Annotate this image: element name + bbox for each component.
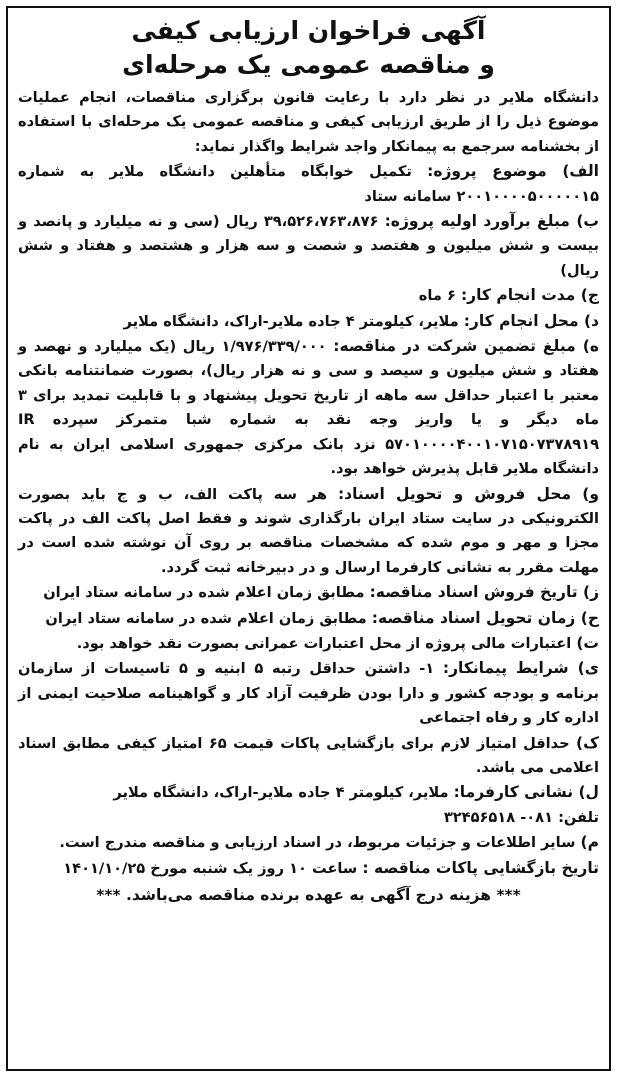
item-contractor-conditions-text: ۱- داشتن حداقل رتبه ۵ ابنیه و ۵ تاسیسات از سازمان برنامه و بودجه کشور و دارا بودن ظرفیت آزاد کار و گواهینامه صلاحیت ایمنی از اداره کار و رفاه اجتماعی	[18, 660, 599, 727]
item-other-info-label: م)	[580, 833, 599, 852]
item-project-subject-text: تکمیل خوابگاه متأهلین دانشگاه ملایر به شماره ۲۰۰۱۰۰۰۰۵۰۰۰۰۰۱۵ سامانه ستاد	[18, 163, 599, 205]
item-project-subject	[18, 159, 599, 209]
item-delivery-time	[18, 606, 599, 631]
item-estimate	[18, 209, 599, 283]
announcement-title-line2: و مناقصه عمومی یک مرحله‌ای	[122, 50, 495, 79]
item-estimate-label: ب) مبلغ برآورد اولیه پروژه:	[384, 212, 599, 231]
item-other-info-text: سایر اطلاعات و جزئیات مربوط، در اسناد ارزیابی و مناقصه مندرج است.	[59, 834, 576, 852]
item-project-subject-label: الف) موضوع پروژه:	[427, 162, 599, 181]
item-contractor-conditions	[18, 656, 599, 730]
item-delivery-time-text: مطابق زمان اعلام شده در سامانه ستاد ایران	[45, 609, 367, 627]
item-guarantee-text: ۱/۹۷۶/۳۳۹/۰۰۰ ریال (یک میلیارد و نهصد و هفتاد و شش میلیون و سیصد و سی و نه هزار ریال)، بصورت ضمانتنامه بانکی معتبر با اعتبار حداقل سه ماهه از تاریخ تحویل پیشنهاد و با قابلیت تمدید برای ۳ ماه دیگر و یا واریز وجه نقد به شماره شبا متمرکز سپرده IR ۵۷۰۱۰۰۰۰۴۰۰۱۰۷۱۵۰۷۳۷۸۹۱۹ نزد بانک مرکزی جمهوری اسلامی ایران به نام دانشگاه ملایر قابل پذیرش خواهد بود.	[18, 338, 599, 478]
item-funding-text: اعتبارات مالی پروژه از محل اعتبارات عمرانی بصورت نقد خواهد بود.	[76, 634, 572, 652]
item-duration	[18, 283, 599, 308]
item-funding	[18, 631, 599, 656]
item-other-info	[18, 830, 599, 855]
item-phone-label: تلفن:	[558, 808, 599, 826]
item-guarantee-label: ه) مبلغ تضمین شرکت در مناقصه:	[333, 337, 599, 356]
item-min-score-text: حداقل امتیاز لازم برای بازگشایی پاکات قیمت ۶۵ امتیاز کیفی مطابق اسناد اعلامی می باشد.	[18, 734, 599, 776]
item-contractor-conditions-label: ی) شرایط پیمانکار:	[442, 659, 599, 678]
item-opening-date-label: تاریخ بازگشایی پاکات مناقصه :	[362, 858, 599, 877]
announcement-frame	[6, 6, 611, 1071]
item-location-text: ملایر، کیلومتر ۴ جاده ملایر-اراک، دانشگاه ملایر	[123, 312, 459, 330]
item-sale-date-label: ز) تاریخ فروش اسناد مناقصه:	[369, 583, 599, 602]
item-phone	[18, 806, 599, 830]
item-duration-label: ج) مدت انجام کار:	[460, 286, 599, 305]
item-guarantee	[18, 334, 599, 481]
item-phone-text: ۰۸۱- ۳۲۴۵۶۵۱۸	[443, 808, 553, 826]
announcement-body	[18, 86, 599, 907]
item-delivery-time-label: ح) زمان تحویل اسناد مناقصه:	[371, 608, 599, 627]
footer-note: *** هزینه درج آگهی به عهده برنده مناقصه می‌باشد. ***	[96, 886, 521, 904]
item-employer-address	[18, 780, 599, 805]
item-duration-text: ۶ ماه	[418, 287, 456, 305]
item-funding-label: ت)	[576, 633, 599, 652]
item-location	[18, 309, 599, 334]
item-documents-place	[18, 482, 599, 581]
item-min-score	[18, 731, 599, 781]
item-documents-place-label: و) محل فروش و تحویل اسناد:	[337, 484, 599, 503]
item-employer-address-label: ل) نشانی کارفرما:	[453, 783, 599, 802]
item-min-score-label: ک)	[576, 733, 600, 752]
item-opening-date-text: ساعت ۱۰ روز یک شنبه مورخ ۱۴۰۱/۱۰/۲۵	[63, 859, 358, 877]
item-employer-address-text: ملایر، کیلومتر ۴ جاده ملایر-اراک، دانشگاه ملایر	[113, 784, 449, 802]
item-sale-date-text: مطابق زمان اعلام شده در سامانه ستاد ایران	[43, 584, 365, 602]
announcement-title-line1: آگهی فراخوان ارزیابی کیفی	[131, 16, 486, 45]
item-sale-date	[18, 580, 599, 605]
item-documents-place-text: هر سه پاکت الف، ب و ج باید بصورت الکترونیکی در سایت ستاد ایران بارگذاری شوند و فقط اصل پاکت الف در پاکت مجزا و مهر و موم شده که مشخصات مناقصه بر روی آن نوشته شده است در مهلت مقرر به نشانی کارفرما ارسال و در دبیرخانه ثبت گردد.	[18, 485, 599, 576]
item-opening-date	[18, 856, 599, 881]
intro-paragraph: دانشگاه ملایر در نظر دارد با رعایت قانون برگزاری مناقصات، انجام عملیات موضوع ذیل را از طریق ارزیابی کیفی و مناقصه عمومی یک مرحله‌ای با استفاده از بخشنامه سرجمع به پیمانکار واجد شرایط واگذار نماید:	[18, 89, 599, 155]
item-location-label: د) محل انجام کار:	[463, 311, 599, 330]
item-estimate-text: ۳۹،۵۲۶،۷۶۳،۸۷۶ ریال (سی و نه میلیارد و پانصد و بیست و شش میلیون و هفتصد و شصت و سه هزار و هشتصد و هفتاد و شش ریال)	[18, 213, 599, 279]
